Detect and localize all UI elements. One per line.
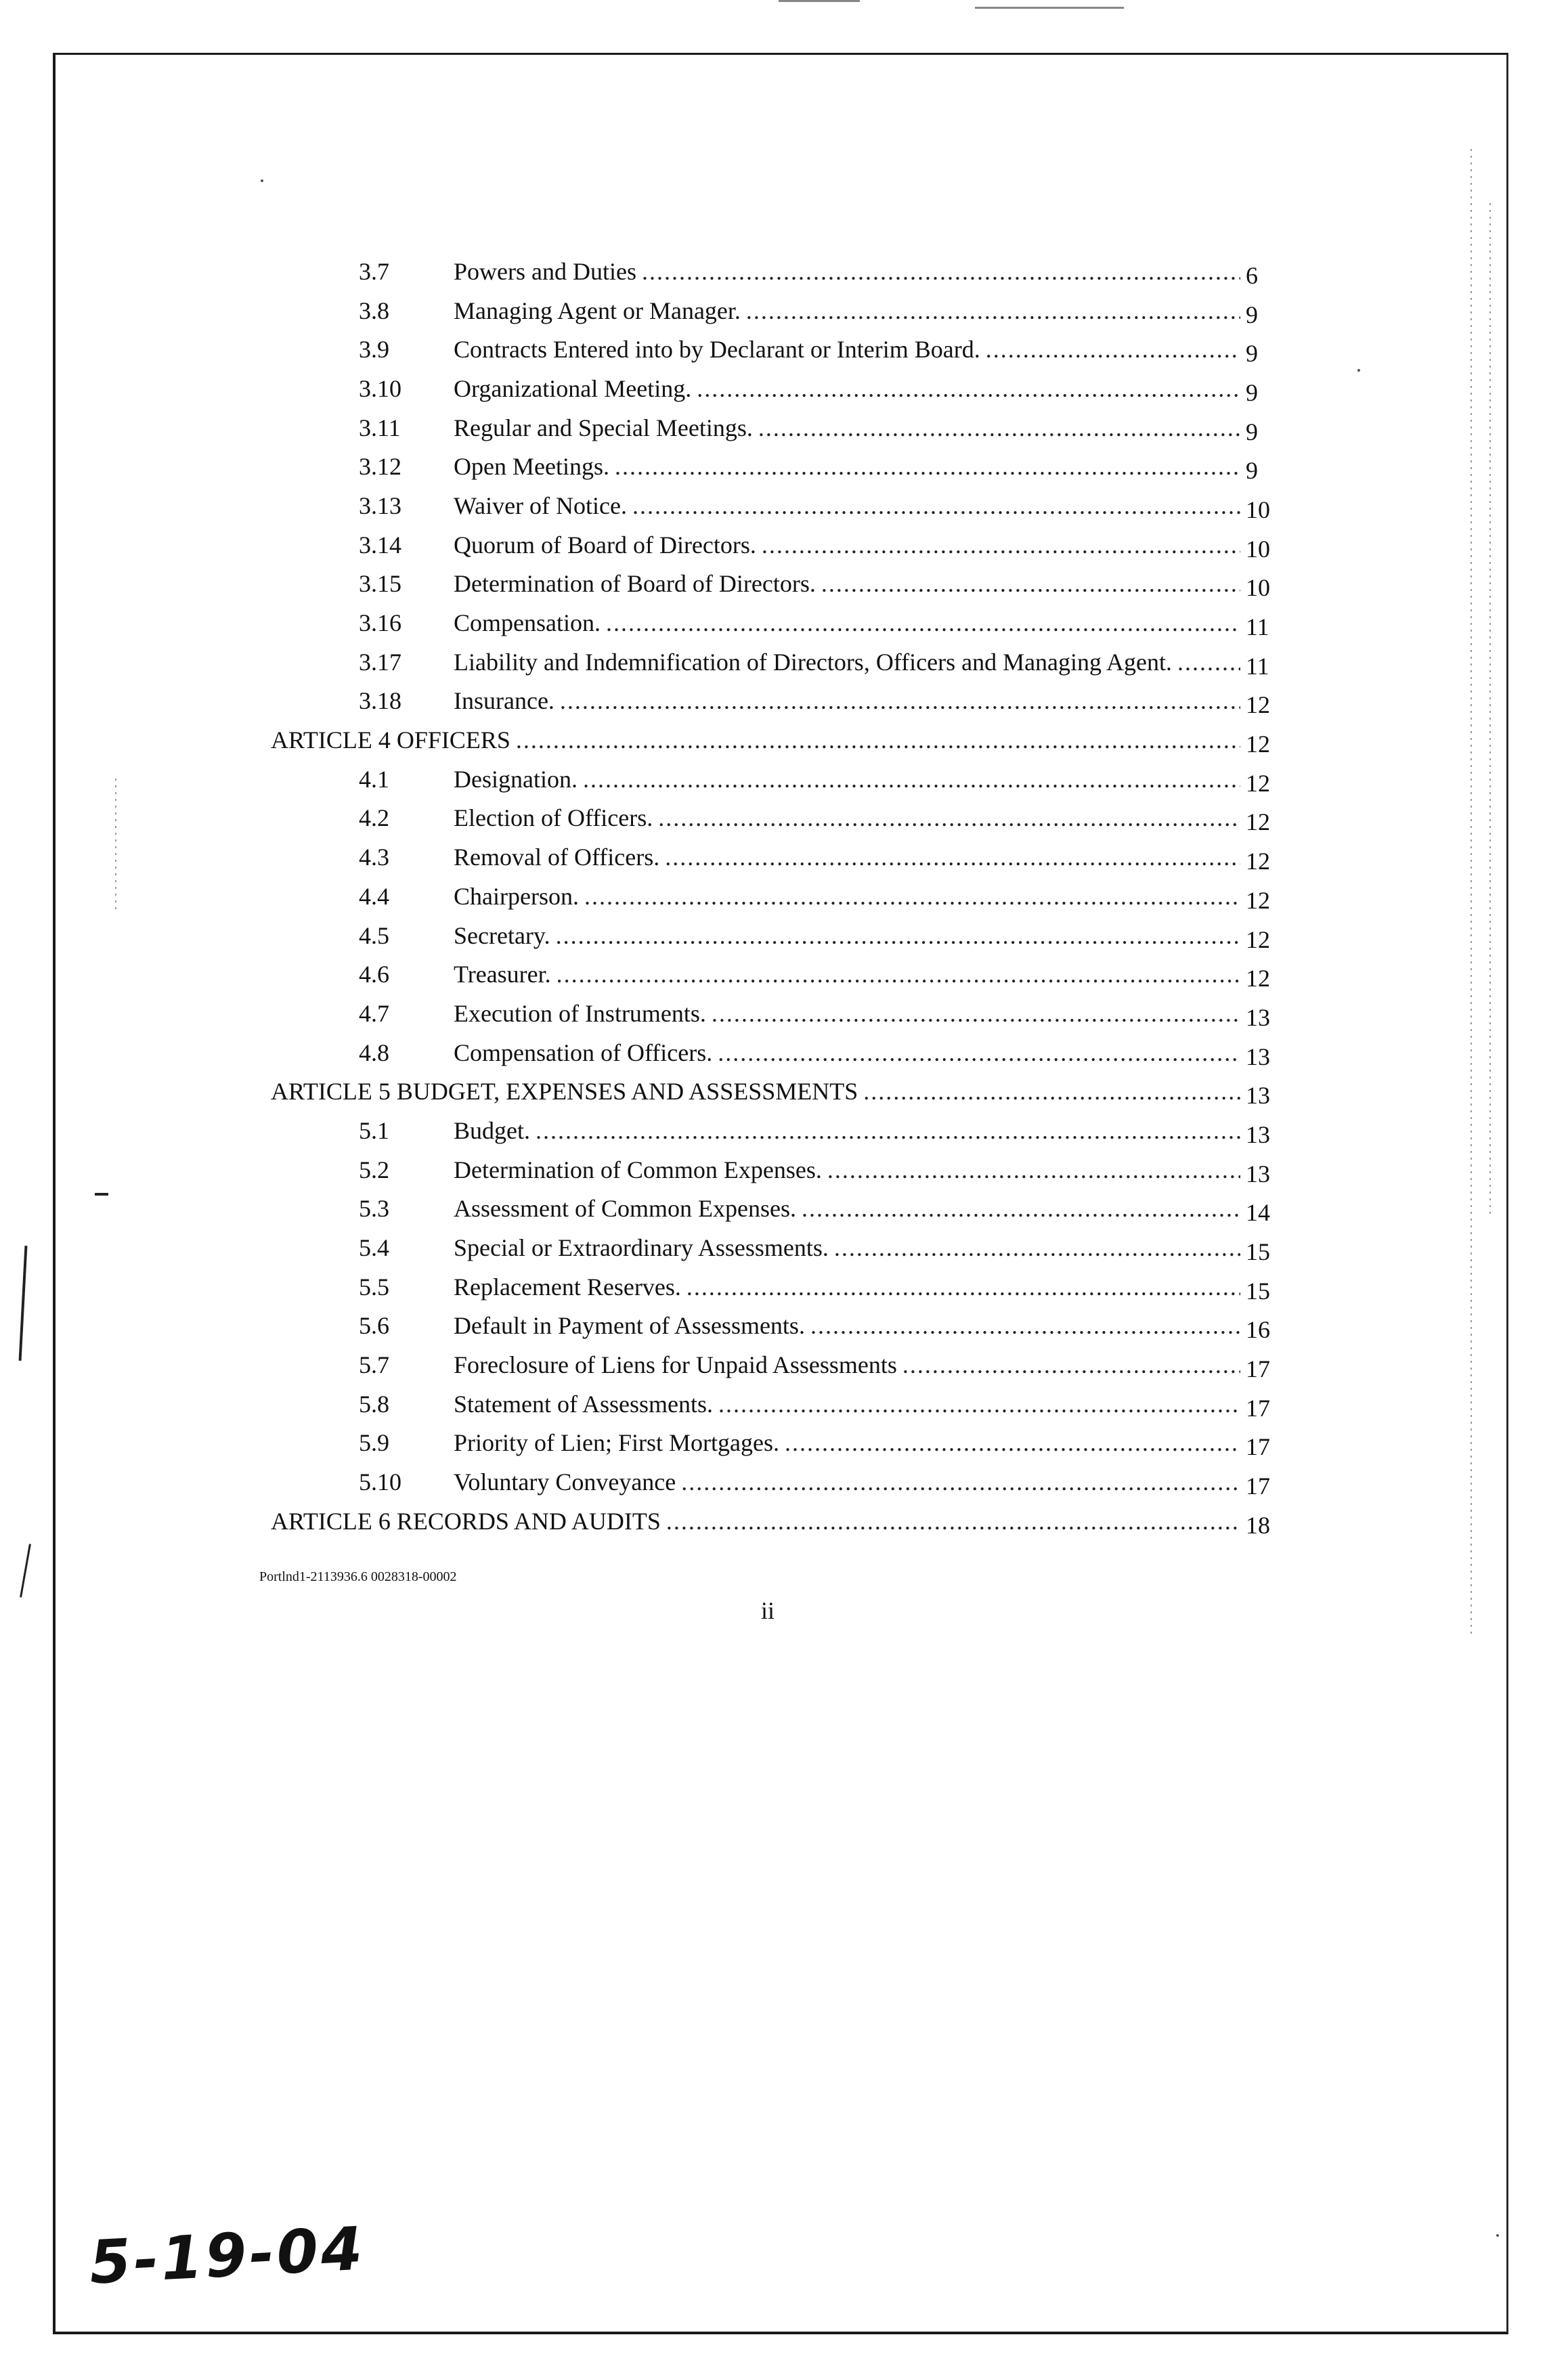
toc-section-row [257, 603, 1286, 642]
toc-entry-title: ARTICLE 4 OFFICERS [271, 726, 510, 754]
dot-leader [665, 843, 1240, 871]
scan-artifact [1496, 2234, 1499, 2237]
toc-entry-page: 16 [1246, 1316, 1270, 1344]
toc-entry-number: 4.8 [359, 1039, 389, 1066]
toc-entry-title: Designation. [454, 765, 578, 793]
toc-entry-title: Replacement Reserves. [454, 1273, 681, 1301]
dot-leader [1177, 648, 1240, 676]
toc-entry-number: 5.6 [359, 1312, 389, 1340]
toc-entry-number: 3.14 [359, 531, 401, 559]
toc-entry-page: 14 [1246, 1199, 1270, 1227]
toc-entry-number: 3.13 [359, 492, 401, 519]
toc-entry-title: ARTICLE 6 RECORDS AND AUDITS [271, 1507, 661, 1535]
scan-artifact [261, 179, 263, 182]
dot-leader [902, 1351, 1240, 1379]
toc-entry-page: 18 [1246, 1511, 1270, 1539]
toc-entry-page: 9 [1246, 378, 1258, 406]
dot-leader [746, 297, 1240, 325]
toc-entry-page: 17 [1246, 1355, 1270, 1383]
toc-entry-number: 3.7 [359, 257, 389, 285]
dot-leader [658, 804, 1240, 832]
dot-leader [718, 1039, 1240, 1067]
toc-entry-page: 12 [1246, 691, 1270, 719]
dot-leader [584, 882, 1240, 911]
toc-entry-title: Determination of Board of Directors. [454, 570, 816, 598]
toc-entry-title: Treasurer. [454, 961, 551, 988]
toc-section-row [257, 252, 1286, 291]
toc-entry-page: 12 [1246, 730, 1270, 758]
toc-section-row [257, 799, 1286, 838]
toc-entry-title: Managing Agent or Manager. [454, 297, 741, 324]
toc-section-row [257, 642, 1286, 682]
toc-section-row [257, 877, 1286, 916]
toc-entry-number: 4.3 [359, 844, 389, 871]
toc-section-row [257, 994, 1286, 1033]
toc-entry-title: Chairperson. [454, 882, 579, 910]
toc-entry-page: 11 [1246, 652, 1269, 680]
toc-section-row [257, 447, 1286, 486]
toc-entry-number: 5.1 [359, 1116, 389, 1144]
scan-artifact [95, 1193, 108, 1196]
toc-entry-number: 5.9 [359, 1429, 389, 1457]
toc-entry-page: 13 [1246, 1120, 1270, 1148]
toc-entry-page: 10 [1246, 535, 1270, 563]
dot-leader [785, 1428, 1240, 1457]
toc-entry-page: 9 [1246, 340, 1258, 368]
toc-entry-page: 11 [1246, 613, 1269, 641]
toc-entry-title: Election of Officers. [454, 804, 653, 832]
toc-entry-page: 17 [1246, 1472, 1270, 1500]
dot-leader [681, 1468, 1240, 1496]
toc-entry-title: Foreclosure of Liens for Unpaid Assessments [454, 1351, 897, 1379]
toc-entry-number: 4.4 [359, 882, 389, 910]
toc-entry-number: 4.7 [359, 999, 389, 1027]
toc-entry-title: Special or Extraordinary Assessments. [454, 1234, 829, 1262]
dot-leader [606, 609, 1240, 637]
page-number: ii [761, 1597, 775, 1624]
toc-entry-number: 3.8 [359, 297, 389, 324]
toc-entry-number: 5.5 [359, 1273, 389, 1301]
toc-entry-number: 4.2 [359, 804, 389, 832]
toc-entry-title: Powers and Duties [454, 257, 636, 285]
toc-section-row [257, 1189, 1286, 1229]
toc-entry-page: 12 [1246, 808, 1270, 836]
scan-artifact [1489, 203, 1491, 1219]
toc-entry-title: Priority of Lien; First Mortgages. [454, 1429, 779, 1457]
dot-leader [583, 765, 1240, 793]
toc-entry-page: 12 [1246, 848, 1270, 875]
toc-entry-title: Compensation. [454, 609, 601, 637]
toc-entry-title: Budget. [454, 1116, 530, 1144]
toc-entry-number: 5.3 [359, 1195, 389, 1223]
toc-entry-number: 4.5 [359, 921, 389, 949]
toc-section-row [257, 1384, 1286, 1424]
dot-leader [557, 960, 1240, 988]
dot-leader [802, 1194, 1240, 1223]
dot-leader [560, 686, 1240, 715]
toc-entry-number: 5.7 [359, 1351, 389, 1379]
toc-entry-number: 5.10 [359, 1468, 401, 1496]
toc-article-row [257, 1502, 1286, 1541]
toc-entry-number: 3.11 [359, 414, 401, 441]
toc-section-row [257, 565, 1286, 604]
toc-entry-page: 13 [1246, 1003, 1270, 1031]
toc-entry-number: 3.10 [359, 374, 401, 402]
toc-entry-page: 9 [1246, 301, 1258, 328]
scan-artifact [1471, 149, 1472, 1638]
toc-entry-page: 9 [1246, 457, 1258, 485]
toc-entry-title: Contracts Entered into by Declarant or Interim Board. [454, 336, 980, 364]
toc-section-row [257, 1307, 1286, 1346]
toc-section-row [257, 955, 1286, 994]
dot-leader [834, 1233, 1240, 1262]
dot-leader [632, 492, 1240, 520]
toc-section-row [257, 1033, 1286, 1072]
toc-section-row [257, 330, 1286, 369]
dot-leader [718, 1390, 1240, 1418]
dot-leader [821, 569, 1240, 598]
toc-section-row [257, 837, 1286, 877]
toc-section-row [257, 916, 1286, 955]
toc-entry-number: 3.15 [359, 570, 401, 598]
toc-section-row [257, 682, 1286, 721]
toc-entry-title: Open Meetings. [454, 453, 609, 481]
toc-entry-number: 3.17 [359, 648, 401, 676]
toc-entry-number: 3.9 [359, 336, 389, 364]
dot-leader [810, 1311, 1240, 1340]
scan-artifact [115, 779, 116, 914]
toc-section-row [257, 1267, 1286, 1307]
toc-entry-title: Determination of Common Expenses. [454, 1156, 822, 1183]
toc-entry-title: Execution of Instruments. [454, 999, 706, 1027]
toc-entry-number: 5.4 [359, 1234, 389, 1262]
toc-entry-number: 3.16 [359, 609, 401, 637]
toc-article-row [257, 720, 1286, 760]
scan-artifact [1357, 369, 1360, 372]
toc-entry-page: 12 [1246, 886, 1270, 914]
toc-entry-number: 5.8 [359, 1390, 389, 1418]
dot-leader [986, 335, 1240, 364]
toc-entry-number: 3.12 [359, 453, 401, 481]
toc-section-row [257, 1345, 1286, 1384]
toc-section-row [257, 291, 1286, 330]
toc-entry-page: 13 [1246, 1160, 1270, 1187]
toc-section-row [257, 1462, 1286, 1502]
toc-entry-page: 15 [1246, 1277, 1270, 1305]
toc-entry-number: 4.1 [359, 765, 389, 793]
toc-entry-page: 6 [1246, 261, 1258, 289]
toc-entry-title: Compensation of Officers. [454, 1039, 713, 1066]
toc-section-row [257, 369, 1286, 408]
dot-leader [697, 374, 1240, 403]
dot-leader [556, 921, 1240, 950]
dot-leader [615, 452, 1240, 481]
toc-entry-page: 12 [1246, 965, 1270, 992]
toc-entry-number: 3.18 [359, 687, 401, 715]
toc-entry-page: 12 [1246, 925, 1270, 953]
toc-entry-page: 17 [1246, 1433, 1270, 1461]
toc-entry-title: Secretary. [454, 921, 550, 949]
dot-leader [516, 726, 1240, 754]
toc-entry-title: Statement of Assessments. [454, 1390, 713, 1418]
toc-entry-title: Quorum of Board of Directors. [454, 531, 756, 559]
toc-entry-title: Default in Payment of Assessments. [454, 1312, 805, 1340]
toc-entry-title: Regular and Special Meetings. [454, 414, 753, 441]
document-id: Portlnd1-2113936.6 0028318-00002 [259, 1569, 457, 1584]
toc-entry-title: Waiver of Notice. [454, 492, 627, 519]
scan-artifact [975, 7, 1124, 9]
toc-entry-page: 10 [1246, 574, 1270, 602]
toc-entry-page: 12 [1246, 769, 1270, 797]
dot-leader [827, 1156, 1240, 1184]
dot-leader [758, 414, 1240, 442]
toc-entry-title: Insurance. [454, 687, 554, 715]
toc-section-row [257, 1150, 1286, 1189]
toc-entry-title: Liability and Indemnification of Directors, Officers and Managing Agent. [454, 648, 1173, 676]
toc-entry-page: 17 [1246, 1394, 1270, 1422]
scan-artifact [779, 0, 860, 2]
dot-leader [863, 1077, 1240, 1106]
dot-leader [536, 1116, 1240, 1145]
toc-section-row [257, 486, 1286, 525]
scan-artifact [20, 1544, 31, 1597]
dot-leader [687, 1273, 1240, 1301]
toc-entry-page: 15 [1246, 1238, 1270, 1266]
toc-section-row [257, 525, 1286, 565]
dot-leader [642, 257, 1240, 286]
dot-leader [666, 1507, 1240, 1535]
toc-entry-title: Organizational Meeting. [454, 374, 692, 402]
toc-entry-title: ARTICLE 5 BUDGET, EXPENSES AND ASSESSMENTS [271, 1078, 858, 1106]
toc-entry-title: Removal of Officers. [454, 844, 660, 871]
toc-entry-title: Voluntary Conveyance [454, 1468, 676, 1496]
toc-entry-title: Assessment of Common Expenses. [454, 1195, 796, 1223]
dot-leader [762, 531, 1240, 559]
dot-leader [712, 999, 1240, 1028]
toc-entry-page: 9 [1246, 418, 1258, 445]
toc-entry-number: 4.6 [359, 961, 389, 988]
scan-artifact [19, 1246, 28, 1361]
toc-entry-page: 13 [1246, 1043, 1270, 1070]
toc-entry-number: 5.2 [359, 1156, 389, 1183]
table-of-contents [257, 252, 1286, 1541]
toc-entry-page: 13 [1246, 1082, 1270, 1110]
toc-section-row [257, 408, 1286, 447]
handwritten-date: 5-19-04 [87, 2213, 367, 2298]
toc-article-row [257, 1072, 1286, 1111]
toc-section-row [257, 1111, 1286, 1150]
toc-entry-page: 10 [1246, 496, 1270, 523]
toc-section-row [257, 1228, 1286, 1267]
toc-section-row [257, 760, 1286, 799]
toc-section-row [257, 1424, 1286, 1463]
